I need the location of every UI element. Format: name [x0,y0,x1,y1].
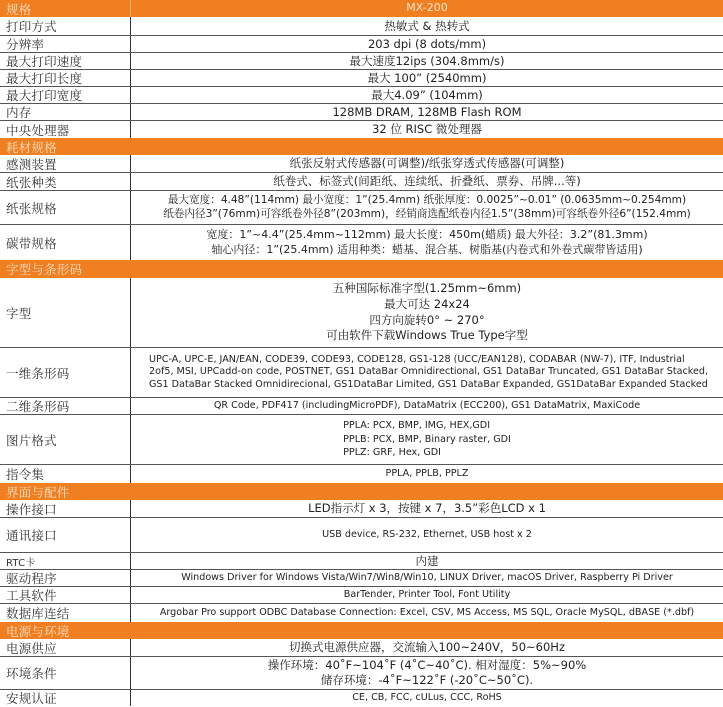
section-title: 界面与配件 [6,484,70,500]
row-value: LED指示灯 x 3，按键 x 7，3.5”彩色LCD x 1 [308,501,546,516]
row-value [131,225,723,260]
row-label: 二维条形码 [0,398,131,414]
value-line: PPLB: PCX, BMP, Binary raster, GDI [343,433,511,445]
section-header-fonts-barcodes [0,260,723,278]
table-row [0,415,723,465]
table-row [0,173,723,191]
row-label: 安规认证 [0,690,131,706]
value-line: 轴心内径：1”(25.4mm) 适用种类：蜡基、混合基、树脂基(内卷式和外卷式碳带皆适用) [211,242,643,256]
row-label: 中央处理器 [0,121,131,138]
row-value [131,415,723,464]
value-line: 最大可达 24x24 [384,296,470,311]
row-value: BarTender, Printer Tool, Font Utility [343,588,511,600]
row-label: 纸张规格 [0,191,131,224]
table-row [0,500,723,518]
table-row [0,639,723,657]
table-row [0,17,723,36]
row-value: PPLA, PPLB, PPLZ [385,467,469,479]
value-line: UPC-A, UPC-E, JAN/EAN, CODE39, CODE93, CODE128, GS1-128 (UCC/EAN128), CODABAR (NW-7), ITF, Industrial [149,354,685,366]
table-row [0,604,723,622]
row-label: 打印方式 [0,17,131,35]
row-label: 分辨率 [0,36,131,52]
row-label: 工具软件 [0,587,131,603]
row-value: 纸张反射式传感器(可调整)/纸张穿透式传感器(可调整) [289,156,565,171]
table-row [0,225,723,260]
row-label: 纸张种类 [0,173,131,190]
table-row [0,87,723,104]
row-value [131,278,723,347]
row-label: 一维条形码 [0,348,131,397]
row-value: 32 位 RISC 微处理器 [372,122,482,137]
section-title: 耗材规格 [6,139,57,155]
value-line: 2of5, MSI, UPCadd-on code, POSTNET, GS1 DataBar Omnidirectional, GS1 DataBar Truncated, GS1 DataBar Stacked, [149,366,709,378]
value-line: GS1 DataBar Stacked Omnidirecional, GS1DataBar Limited, GS1 DataBar Expanded, GS1DataBar Expanded Stacked [149,378,708,390]
table-row [0,70,723,87]
row-value: 热敏式 & 热转式 [384,18,470,33]
value-line: 四方向旋转0° ~ 270° [369,312,485,327]
row-value [131,348,723,397]
row-value: Argobar Pro support ODBC Database Connection: Excel, CSV, MS Access, MS SQL, Oracle MySQL, dBASE (*.dbf) [159,606,695,618]
value-line: 可由软件下载Windows True Type字型 [326,328,528,343]
table-row [0,278,723,348]
table-row [0,587,723,604]
table-row [0,191,723,225]
row-value: USB device, RS-232, Ethernet, USB host x 2 [322,528,532,540]
row-label: 字型 [0,278,131,347]
row-label: 内存 [0,104,131,120]
value-line: PPLA: PCX, BMP, IMG, HEX,GDI [343,420,491,432]
row-label: 图片格式 [0,415,131,464]
section-header-power [0,622,723,639]
table-row [0,398,723,415]
row-value: 最大4.09” (104mm) [371,87,483,102]
row-label: RTC卡 [0,553,131,569]
row-value: 最大 100” (2540mm) [367,70,487,85]
row-label: 指令集 [0,465,131,483]
table-row [0,155,723,173]
table-row [0,104,723,121]
row-value: QR Code, PDF417 (includingMicroPDF), DataMatrix (ECC200), GS1 DataMatrix, MaxiCode [213,399,641,411]
table-row [0,465,723,483]
header-label: 规格 [0,0,131,17]
header-model: MX-200 [406,1,448,15]
row-label: 电源供应 [0,639,131,656]
table-row [0,121,723,138]
row-value [131,191,723,224]
row-label: 驱动程序 [0,570,131,586]
row-value: Windows Driver for Windows Vista/Win7/Win8/Win10, LINUX Driver, macOS Driver, Raspberry Pi Driver [181,571,673,583]
row-value: 内建 [415,553,439,568]
row-value: 最大速度12ips (304.8mm/s) [349,53,505,68]
value-line: 五种国际标准字型(1.25mm~6mm) [332,281,522,296]
row-value [131,657,723,689]
row-label: 最大打印速度 [0,53,131,69]
row-value: 纸卷式、标签式(间距纸、连续纸、折叠纸、票券、吊牌...等) [273,174,581,189]
row-label: 通讯接口 [0,518,131,552]
value-line: PPLZ: GRF, Hex, GDI [343,447,441,459]
table-row [0,53,723,70]
row-label: 操作接口 [0,500,131,517]
row-label: 最大打印长度 [0,70,131,86]
section-title: 电源与环境 [6,623,70,639]
value-line: 储存环境：-4˚F~122˚F (-20˚C~50˚C). [320,673,534,687]
value-line: 操作环境：40˚F~104˚F (4˚C~40˚C). 相对湿度：5%~90% [267,658,587,673]
row-label: 碳带规格 [0,225,131,260]
table-row [0,570,723,587]
table-row [0,553,723,570]
table-header [0,0,723,17]
row-value: 128MB DRAM, 128MB Flash ROM [332,104,522,119]
table-row [0,36,723,53]
row-label: 环境条件 [0,657,131,689]
row-label: 感测装置 [0,155,131,172]
row-value: CE, CB, FCC, cULus, CCC, RoHS [352,691,502,703]
section-header-interface [0,483,723,500]
section-header-media [0,138,723,155]
value-line: 宽度：1”~4.4”(25.4mm~112mm) 最大长度：450m(蜡质) 最大外径：3.2”(81.3mm) [206,228,648,242]
table-row [0,518,723,553]
value-line: 最大宽度：4.48”(114mm) 最小宽度：1”(25.4mm) 纸张厚度：0.0025”~0.01” (0.0635mm~0.254mm) [167,193,687,206]
value-line: 纸卷内径3”(76mm)可容纸卷外径8”(203mm)，经销商选配纸卷内径1.5”(38mm)可容纸卷外径6”(152.4mm) [163,207,691,220]
table-row [0,348,723,398]
row-value: 203 dpi (8 dots/mm) [367,36,487,51]
section-title: 字型与条形码 [6,262,83,277]
row-label: 数据库连结 [0,604,131,622]
table-row [0,690,723,706]
table-row [0,657,723,690]
row-label: 最大打印宽度 [0,87,131,103]
row-value: 切换式电源供应器，交流输入100~240V，50~60Hz [289,640,565,655]
